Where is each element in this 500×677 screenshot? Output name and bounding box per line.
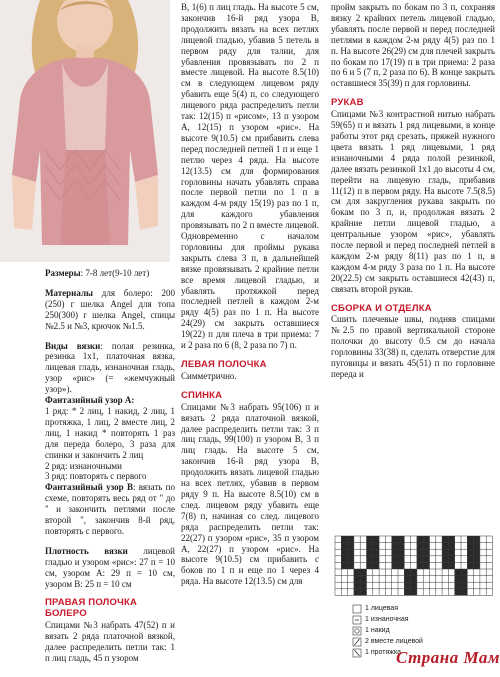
chart-cell: [404, 543, 410, 550]
chart-cell: [341, 582, 347, 589]
chart-cell: [430, 569, 436, 576]
chart-cell: [341, 589, 347, 596]
back-continuation-text: пройм закрыть по бокам по 3 п, сохраняя вязку 2 крайних петель лицевой гладью, убавлять после первой и перед последней петлями в каждом 2-м ряду 4(5) раз по 1 п. На высоте 26(29) см для плечей закрыть по бокам по 17(19) п в три приема: 2 раза по 6 и 5 (7 п, 2 раза по 6). В конце закрыть оставшиеся 35(39) п для горловины.: [331, 2, 495, 89]
chart-cell: [423, 562, 429, 569]
assembly-title: СБОРКА И ОТДЕЛКА: [331, 302, 432, 314]
chart-cell: [348, 556, 354, 563]
chart-cell: [398, 549, 404, 556]
chart-cell: [373, 589, 379, 596]
chart-cell: [436, 582, 442, 589]
chart-cell: [385, 562, 391, 569]
chart-cell: [480, 536, 486, 543]
yarn-over-legend-icon: [353, 627, 361, 635]
chart-cell: [398, 536, 404, 543]
chart-cell: [411, 589, 417, 596]
chart-cell: [486, 536, 492, 543]
right-front-text: Спицами №3 набрать 47(52) п и вязать 2 ряда платочной вязкой, далее распределить петли так: 1 п лиц гладь, 45 п узором: [45, 620, 175, 663]
chart-cell: [474, 576, 480, 583]
chart-cell: [455, 569, 461, 576]
chart-cell: [404, 576, 410, 583]
chart-cell: [385, 576, 391, 583]
chart-cell: [398, 556, 404, 563]
chart-cell: [348, 569, 354, 576]
chart-cell: [360, 536, 366, 543]
chart-cell: [455, 562, 461, 569]
chart-cell: [348, 582, 354, 589]
chart-cell: [360, 556, 366, 563]
model-photo: [0, 0, 170, 262]
chart-cell: [411, 556, 417, 563]
pattern-b-text: : вязать по схеме, повторять весь ряд от " до " и закончить петлями после второй ", закончив 8-й ряд, повторять с первого.: [45, 482, 175, 536]
chart-cell: [404, 582, 410, 589]
materials-text: для болеро: 200 (250) г шелка Angel для топа 250(300) г шелка Angel, спицы №2.5 и №3, крючок №1.5.: [45, 287, 175, 331]
chart-cell: [455, 536, 461, 543]
knit-legend-icon: [353, 605, 361, 613]
chart-cell: [423, 536, 429, 543]
chart-cell: [448, 576, 454, 583]
chart-cell: [367, 536, 373, 543]
chart-cell: [430, 549, 436, 556]
legend-slip: 1 протяжка: [365, 649, 402, 656]
chart-cell: [385, 589, 391, 596]
site-watermark: [396, 648, 500, 668]
chart-cell: [417, 556, 423, 563]
chart-cell: [448, 536, 454, 543]
model-photo-illustration: [0, 0, 170, 262]
chart-cell: [436, 589, 442, 596]
front-continuation-text: В, 1(6) п лиц гладь. На высоте 5 см, закончив 16-й ряд узора В, продолжить вязать на всех петлях лицевой гладью, убавив 5 петель в первом ряду для талии, для убавления провязывать по 2 п вместе лицевой. На высоте 8.5(10) см в следующем лицевом ряду убавить еще 5(4) п, со следующего лицевого ряда распределить петли так: 12(15) п «рисом», 13 п узором А, 12(15) п узором «рис». На высоте 9(10.5) см прибавить слева перед последней петлей 1 п и еще 1 петлю через 4 ряда. На высоте 12(13.5) см для формирования горловины начать убавлять справа после первой петли по 1 п в каждом 4-м ряду 15(19) раз по 1 п, для каждого убавления провязывать по 2 п вместе лицевой. Одновременно с началом горловины для проймы рукава закрыть слева 3 п, в дальнейшей вязке провязывать 2 крайние петли все время лицевой гладью, и убавлять протяжкой перед последней петлей в каждом 2-м ряду 4(5) раз по 1 п. На высоте 24(29) см закрыть оставшиеся 19(22) п для плеча в три приема: 7 и 2 раза по 6 (8, 2 раза по 7) п.: [181, 2, 319, 351]
chart-cell: [423, 576, 429, 583]
chart-cell: [423, 582, 429, 589]
chart-cell: [341, 576, 347, 583]
chart-cell: [398, 576, 404, 583]
chart-cell: [379, 556, 385, 563]
chart-cell: [398, 582, 404, 589]
chart-cell: [411, 569, 417, 576]
back-title: СПИНКА: [181, 389, 223, 401]
chart-cell: [448, 582, 454, 589]
left-front-text: Симметрично.: [181, 370, 237, 381]
right-front-title: ПРАВАЯ ПОЛОЧКА: [45, 597, 138, 609]
chart-cell: [335, 556, 341, 563]
chart-cell: [379, 576, 385, 583]
chart-cell: [341, 549, 347, 556]
chart-cell: [398, 589, 404, 596]
chart-cell: [335, 549, 341, 556]
chart-cell: [436, 536, 442, 543]
chart-cell: [474, 582, 480, 589]
chart-cell: [335, 569, 341, 576]
chart-cell: [455, 589, 461, 596]
chart-cell: [448, 569, 454, 576]
chart-cell: [404, 589, 410, 596]
chart-cell: [442, 576, 448, 583]
chart-cell: [442, 556, 448, 563]
chart-cell: [486, 569, 492, 576]
chart-cell: [461, 576, 467, 583]
chart-cell: [461, 569, 467, 576]
chart-cell: [348, 589, 354, 596]
chart-cell: [392, 569, 398, 576]
materials-label: Материалы: [45, 287, 94, 298]
chart-cell: [348, 543, 354, 550]
chart-cell: [392, 576, 398, 583]
chart-cell: [392, 543, 398, 550]
chart-cell: [486, 589, 492, 596]
chart-cell: [373, 562, 379, 569]
chart-cell: [360, 562, 366, 569]
text-column-2: [181, 2, 319, 677]
chart-cell: [354, 576, 360, 583]
chart-cell: [436, 569, 442, 576]
chart-cell: [461, 536, 467, 543]
chart-cell: [373, 582, 379, 589]
chart-cell: [455, 576, 461, 583]
chart-cell: [448, 556, 454, 563]
chart-cell: [392, 556, 398, 563]
chart-cell: [474, 556, 480, 563]
sizes-text: : 7-8 лет(9-10 лет): [80, 268, 150, 278]
chart-cell: [379, 582, 385, 589]
stitches-label: Виды вязки: [45, 340, 101, 351]
legend-yarn-over: 1 накид: [365, 627, 390, 634]
pattern-a-row3: 3 ряд: повторять с первого: [45, 471, 147, 482]
chart-cell: [379, 543, 385, 550]
sleeve-title: РУКАВ: [331, 97, 364, 109]
chart-cell: [442, 569, 448, 576]
chart-cell: [392, 536, 398, 543]
chart-cell: [455, 549, 461, 556]
chart-cell: [417, 536, 423, 543]
chart-cell: [341, 556, 347, 563]
chart-cell: [348, 536, 354, 543]
chart-cell: [467, 582, 473, 589]
chart-cell: [392, 562, 398, 569]
chart-cell: [392, 549, 398, 556]
chart-cell: [448, 543, 454, 550]
chart-cell: [385, 582, 391, 589]
density-label: Плотность вязки: [45, 545, 128, 556]
chart-cell: [373, 569, 379, 576]
chart-cell: [404, 556, 410, 563]
chart-cell: [486, 549, 492, 556]
chart-cell: [392, 589, 398, 596]
chart-cell: [461, 556, 467, 563]
chart-cell: [335, 582, 341, 589]
chart-cell: [436, 556, 442, 563]
chart-cell: [379, 589, 385, 596]
chart-cell: [417, 562, 423, 569]
chart-cell: [335, 562, 341, 569]
chart-cell: [360, 543, 366, 550]
stitches-paragraph: [45, 341, 175, 396]
chart-cell: [404, 536, 410, 543]
chart-cell: [360, 569, 366, 576]
chart-cell: [373, 543, 379, 550]
chart-cell: [430, 562, 436, 569]
chart-cell: [423, 549, 429, 556]
chart-cell: [360, 576, 366, 583]
chart-cell: [404, 562, 410, 569]
chart-cell: [467, 562, 473, 569]
chart-cell: [354, 589, 360, 596]
chart-cell: [360, 549, 366, 556]
chart-cell: [341, 536, 347, 543]
chart-cell: [467, 543, 473, 550]
chart-cell: [423, 543, 429, 550]
chart-cell: [486, 582, 492, 589]
chart-cell: [455, 556, 461, 563]
chart-cell: [442, 562, 448, 569]
chart-cell: [430, 543, 436, 550]
chart-cell: [367, 549, 373, 556]
chart-cell: [348, 576, 354, 583]
chart-cell: [379, 562, 385, 569]
sizes-label: Размеры: [45, 268, 81, 278]
chart-cell: [379, 536, 385, 543]
chart-cell: [354, 569, 360, 576]
chart-cell: [461, 543, 467, 550]
chart-cell: [367, 562, 373, 569]
pattern-a-label: [45, 395, 175, 406]
pattern-a-label-text: Фантазийный узор А:: [45, 395, 135, 406]
chart-cell: [461, 582, 467, 589]
chart-cell: [436, 562, 442, 569]
chart-cell: [474, 536, 480, 543]
chart-cell: [455, 582, 461, 589]
pattern-b-label: Фантазийный узор В: [45, 482, 133, 493]
stitches-text: : полая резинка, резинка 1х1, платочная вязка, лицевая гладь, изнаночная гладь, узор «рис» (= «жемчужный узор»).: [45, 340, 175, 395]
pattern-b-paragraph: [45, 482, 175, 537]
legend-purl: 1 изнаночная: [365, 616, 409, 623]
chart-cell: [398, 543, 404, 550]
chart-cell: [423, 556, 429, 563]
chart-cell: [417, 576, 423, 583]
chart-cell: [354, 536, 360, 543]
chart-cell: [430, 589, 436, 596]
chart-cell: [480, 576, 486, 583]
chart-cell: [436, 549, 442, 556]
chart-cell: [474, 543, 480, 550]
chart-cell: [411, 536, 417, 543]
left-front-title: ЛЕВАЯ ПОЛОЧКА: [181, 359, 267, 370]
chart-cell: [411, 543, 417, 550]
chart-cell: [467, 549, 473, 556]
chart-cell: [467, 589, 473, 596]
chart-cell: [335, 543, 341, 550]
chart-cell: [360, 589, 366, 596]
chart-cell: [467, 536, 473, 543]
chart-cell: [398, 562, 404, 569]
chart-cell: [411, 549, 417, 556]
chart-cell: [442, 582, 448, 589]
chart-cell: [461, 589, 467, 596]
chart-cell: [341, 562, 347, 569]
legend-knit: 1 лицевая: [365, 605, 398, 612]
chart-cell: [430, 536, 436, 543]
chart-cell: [367, 569, 373, 576]
chart-cell: [411, 582, 417, 589]
chart-cell: [373, 556, 379, 563]
materials-paragraph: [45, 288, 175, 332]
chart-cell: [480, 569, 486, 576]
chart-cell: [417, 549, 423, 556]
chart-cell: [385, 556, 391, 563]
chart-cell: [448, 562, 454, 569]
chart-cell: [348, 562, 354, 569]
chart-cell: [423, 589, 429, 596]
chart-cell: [417, 543, 423, 550]
chart-cell: [373, 536, 379, 543]
chart-cell: [404, 549, 410, 556]
chart-cell: [430, 582, 436, 589]
chart-cell: [373, 549, 379, 556]
chart-cell: [335, 576, 341, 583]
chart-cell: [354, 562, 360, 569]
chart-cell: [398, 569, 404, 576]
density-text: лицевой гладью и узором «рис»: 27 п = 10 см, узором А: 29 п = 10 см, узором В: 25 п = 10 см: [45, 545, 175, 589]
chart-cell: [411, 576, 417, 583]
chart-cell: [461, 562, 467, 569]
chart-cell: [411, 562, 417, 569]
text-column-3: [331, 2, 495, 532]
text-column-1: [45, 268, 175, 677]
density-paragraph: [45, 546, 175, 590]
chart-cell: [480, 562, 486, 569]
chart-cell: [392, 582, 398, 589]
chart-cell: [373, 576, 379, 583]
chart-cell: [480, 582, 486, 589]
chart-cell: [423, 569, 429, 576]
chart-cell: [430, 576, 436, 583]
chart-cell: [367, 556, 373, 563]
chart-cell: [385, 549, 391, 556]
chart-cell: [360, 582, 366, 589]
watermark-text: Страна Мам: [396, 648, 500, 667]
chart-cell: [442, 536, 448, 543]
chart-cell: [474, 562, 480, 569]
chart-cell: [348, 549, 354, 556]
chart-cell: [455, 543, 461, 550]
chart-cell: [486, 576, 492, 583]
chart-cell: [385, 536, 391, 543]
chart-cell: [354, 582, 360, 589]
chart-cell: [448, 549, 454, 556]
chart-cell: [417, 589, 423, 596]
chart-cell: [404, 569, 410, 576]
chart-cell: [442, 549, 448, 556]
sizes-paragraph: [45, 268, 175, 279]
chart-cell: [367, 576, 373, 583]
chart-cell: [385, 569, 391, 576]
chart-cell: [442, 589, 448, 596]
chart-cell: [379, 569, 385, 576]
chart-cell: [417, 582, 423, 589]
chart-cell: [379, 549, 385, 556]
chart-cell: [341, 569, 347, 576]
chart-cell: [354, 543, 360, 550]
chart-cell: [480, 543, 486, 550]
chart-cell: [367, 589, 373, 596]
chart-cell: [467, 556, 473, 563]
pattern-a-row2: 2 ряд: изнаночными: [45, 460, 122, 471]
chart-cell: [354, 556, 360, 563]
chart-cell: [367, 543, 373, 550]
chart-cell: [367, 582, 373, 589]
chart-cell: [341, 543, 347, 550]
chart-cell: [480, 589, 486, 596]
chart-cell: [474, 569, 480, 576]
legend-k2tog: 2 вместе лицевой: [365, 638, 423, 645]
sleeve-text: Спицами №3 контрастной нитью набрать 59(65) п и вязать 1 ряд лицевыми, в конце работы этот ряд срезать, пряжей нужного цвета вязать 1 ряд лицевыми, 1 ряд изнаночными 4 ряда полой резинкой, далее вязать резинкой 1х1 до высоты 4 см, перейти на лицевую гладь, прибавив 11(12) п в первом ряду. На высоте 7.5(8.5) см для закругления рукава закрыть по бокам по 3 п, и, продолжая вязать 2 крайние петли лицевой гладью, а центральные узором «рис», убавлять после первой и перед последней петлей в каждом 2-м ряду 8(11) раз по 1 п, в каждом 4-м ряду 3 раза по 1 п. На высоте 20(22.5) см закрыть оставшиеся 42(43) п, связать второй рукав.: [331, 109, 495, 294]
chart-cell: [436, 543, 442, 550]
chart-cell: [480, 549, 486, 556]
back-text: Спицами №3 набрать 95(106) п и вязать 2 ряда платочной вязкой, далее распределить петли так: 3 п лиц гладь, 99(100) п узором В, 3 п лиц гладь. На высоте 5 см, закончив 16-й ряд узора В, продолжить вязать лицевой гладью на всех петлях, убавив в первом ряду 9 п. На высоте 8.5(10) см в след. лицевом ряду убавить еще 7(8) п, начиная со след. лицевого ряда распределить петли так: 22(27) п узором «рис», 35 п узором А, 22(27) п узором «рис». На высоте 9(10.5) см прибавить с боков по 1 п и еще по 1 через 4 ряда. На высоте 12(13.5) см для: [181, 401, 319, 587]
chart-cell: [486, 543, 492, 550]
pattern-a-row1: 1 ряд: * 2 лиц, 1 накид, 2 лиц, 1 протяжка, 1 лиц, 2 вместе лиц, 2 лиц, 1 накид * повторять 1 раз для переда болеро, 3 раза для спинки и закончить 2 лиц: [45, 405, 175, 460]
chart-cell: [354, 549, 360, 556]
chart-cell: [430, 556, 436, 563]
chart-cell: [467, 576, 473, 583]
right-front-subtitle: БОЛЕРО: [45, 608, 87, 620]
chart-cell: [335, 536, 341, 543]
chart-cell: [436, 576, 442, 583]
chart-cell: [486, 562, 492, 569]
chart-cell: [335, 589, 341, 596]
chart-cell: [461, 549, 467, 556]
chart-cell: [467, 569, 473, 576]
chart-cell: [480, 556, 486, 563]
chart-cell: [442, 543, 448, 550]
chart-cell: [474, 589, 480, 596]
chart-cell: [385, 543, 391, 550]
chart-cell: [448, 589, 454, 596]
chart-cell: [474, 549, 480, 556]
chart-cell: [486, 556, 492, 563]
assembly-text: Сшить плечевые швы, подняв спицами №2.5 по правой вертикальной стороне полочки до высоту 0.5 см до начала горловины 33(38) п, сделать отверстие для пуговицы и вязать 45(51) п по горловине переда и: [331, 314, 495, 379]
chart-cell: [417, 569, 423, 576]
